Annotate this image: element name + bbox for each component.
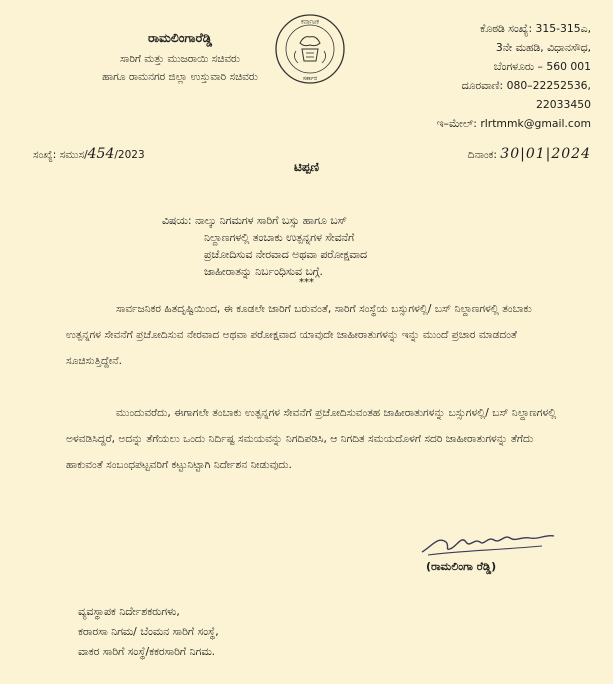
sender-name: ರಾಮಲಿಂಗಾರೆಡ್ಡಿ [148, 30, 212, 45]
recipient-block [78, 602, 219, 662]
reference-handwritten-number: 454 [87, 146, 115, 162]
office-phone: ದೂರವಾಣಿ: 080–22252536, [461, 79, 591, 92]
document-title: ಟಿಪ್ಪಣಿ [294, 160, 319, 174]
body-paragraph-2: ಮುಂದುವರೆದು, ಈಗಾಗಲೇ ತಂಬಾಕು ಉತ್ಪನ್ನಗಳ ಸೇವನೆಗೆ ಪ್ರಚೋದಿಸುವಂತಹ ಜಾಹೀರಾತುಗಳನ್ನು ಬಸ್ಸುಗಳಲ್ಲಿ/ ಬಸ್ ನಿಲ್ದಾಣಗಳಲ್ಲಿ ಅಳವಡಿಸಿದ್ದರೆ, ಅದನ್ನು ತೆಗೆಯಲು ಒಂದು ನಿರ್ದಿಷ್ಟ ಸಮಯವನ್ನು ನಿಗದಿಪಡಿಸಿ, ಆ ನಿಗದಿತ ಸಮಯದೊಳಗೆ ಸದರಿ ಜಾಹೀರಾತುಗಳನ್ನು ತೆಗೆದು ಹಾಕುವಂತೆ ಸಂಬಂಧಪಟ್ಟವರಿಗೆ ಕಟ್ಟುನಿಟ್ಟಾಗಿ ನಿರ್ದೇಶನ ನೀಡುವುದು. [66, 407, 557, 471]
body-paragraph-1: ಸಾರ್ವಜನಿಕರ ಹಿತದೃಷ್ಟಿಯಿಂದ, ಈ ಕೂಡಲೇ ಜಾರಿಗೆ ಬರುವಂತೆ, ಸಾರಿಗೆ ಸಂಸ್ಥೆಯ ಬಸ್ಸುಗಳಲ್ಲಿ/ ಬಸ್ ನಿಲ್ದಾಣಗಳಲ್ಲಿ ತಂಬಾಕು ಉತ್ಪನ್ನಗಳ ಸೇವನೆಗೆ ಪ್ರಚೋದಿಸುವ ನೇರವಾದ ಅಥವಾ ಪರೋಕ್ಷವಾದ ಯಾವುದೇ ಜಾಹೀರಾತುಗಳನ್ನು ಇನ್ನು ಮುಂದೆ ಪ್ರಚಾರ ಮಾಡದಂತೆ ಸೂಚಿಸುತ್ತಿದ್ದೇನೆ. [66, 303, 532, 367]
karnataka-emblem-seal [274, 13, 346, 85]
emblem-bottom-text: ಸರ್ಕಾರ [302, 75, 318, 82]
recipient-line-3: ವಾಕರ ಸಾರಿಗೆ ಸಂಸ್ಥೆ/ಕಕರಸಾರಿಗೆ ನಿಗಮ. [78, 645, 216, 658]
office-floor: 3ನೇ ಮಹಡಿ, ವಿಧಾನಸೌಧ, [495, 41, 591, 54]
date-label: ದಿನಾಂಕ: [467, 149, 497, 161]
office-email: ಇ–ಮೇಲ್: rlrtmmk@gmail.com [436, 117, 591, 130]
office-room: ಕೊಠಡಿ ಸಂಖ್ಯೆ: 315-315ಎ, [480, 22, 591, 35]
reference-label: ಸಂಖ್ಯೆ: ಸಮುಸ/ [33, 149, 88, 161]
sender-designation-2: ಹಾಗೂ ರಾಮನಗರ ಜಿಲ್ಲಾ ಉಸ್ತುವಾರಿ ಸಚಿವರು [102, 71, 258, 83]
office-city: ಬೆಂಗಳೂರು – 560 001 [493, 60, 591, 73]
reference-year: /2023 [114, 149, 145, 161]
date-handwritten-value: 30|01|2024 [500, 146, 591, 162]
sender-designation: ಸಾರಿಗೆ ಮತ್ತು ಮುಜರಾಯಿ ಸಚಿವರು [120, 53, 240, 65]
section-separator: *** [299, 277, 314, 288]
subject-line-4: ಜಾಹೀರಾತನ್ನು ನಿರ್ಬಂಧಿಸುವ ಬಗ್ಗೆ. [204, 265, 323, 278]
emblem-top-text: ಕರ್ನಾಟಕ [301, 18, 319, 26]
sender-block [70, 30, 290, 84]
recipient-line-1: ವ್ಯವಸ್ಥಾಪಕ ನಿರ್ದೇಶಕರುಗಳು, [78, 605, 180, 618]
recipient-line-2: ಕರಾರಸಾ ನಿಗಮ/ ಬೆಂಮನ ಸಾರಿಗೆ ಸಂಸ್ಥೆ, [78, 625, 219, 638]
handwritten-signature [418, 528, 558, 558]
subject-line-2: ನಿಲ್ದಾಣಗಳಲ್ಲಿ ತಂಬಾಕು ಉತ್ಪನ್ನಗಳ ಸೇವನೆಗೆ [204, 231, 355, 244]
signatory-name: (ರಾಮಲಿಂಗಾ ರೆಡ್ಡಿ) [426, 560, 497, 573]
subject-line-1: ವಿಷಯ: ನಾಲ್ಕು ನಿಗಮಗಳ ಸಾರಿಗೆ ಬಸ್ಸು ಹಾಗೂ ಬಸ್ [162, 214, 347, 227]
subject-line-3: ಪ್ರಚೋದಿಸುವ ನೇರವಾದ ಅಥವಾ ಪರೋಕ್ಷವಾದ [204, 248, 368, 261]
subject-block [162, 212, 482, 280]
office-phone-2: 22033450 [536, 98, 591, 111]
office-address-block [401, 19, 591, 133]
